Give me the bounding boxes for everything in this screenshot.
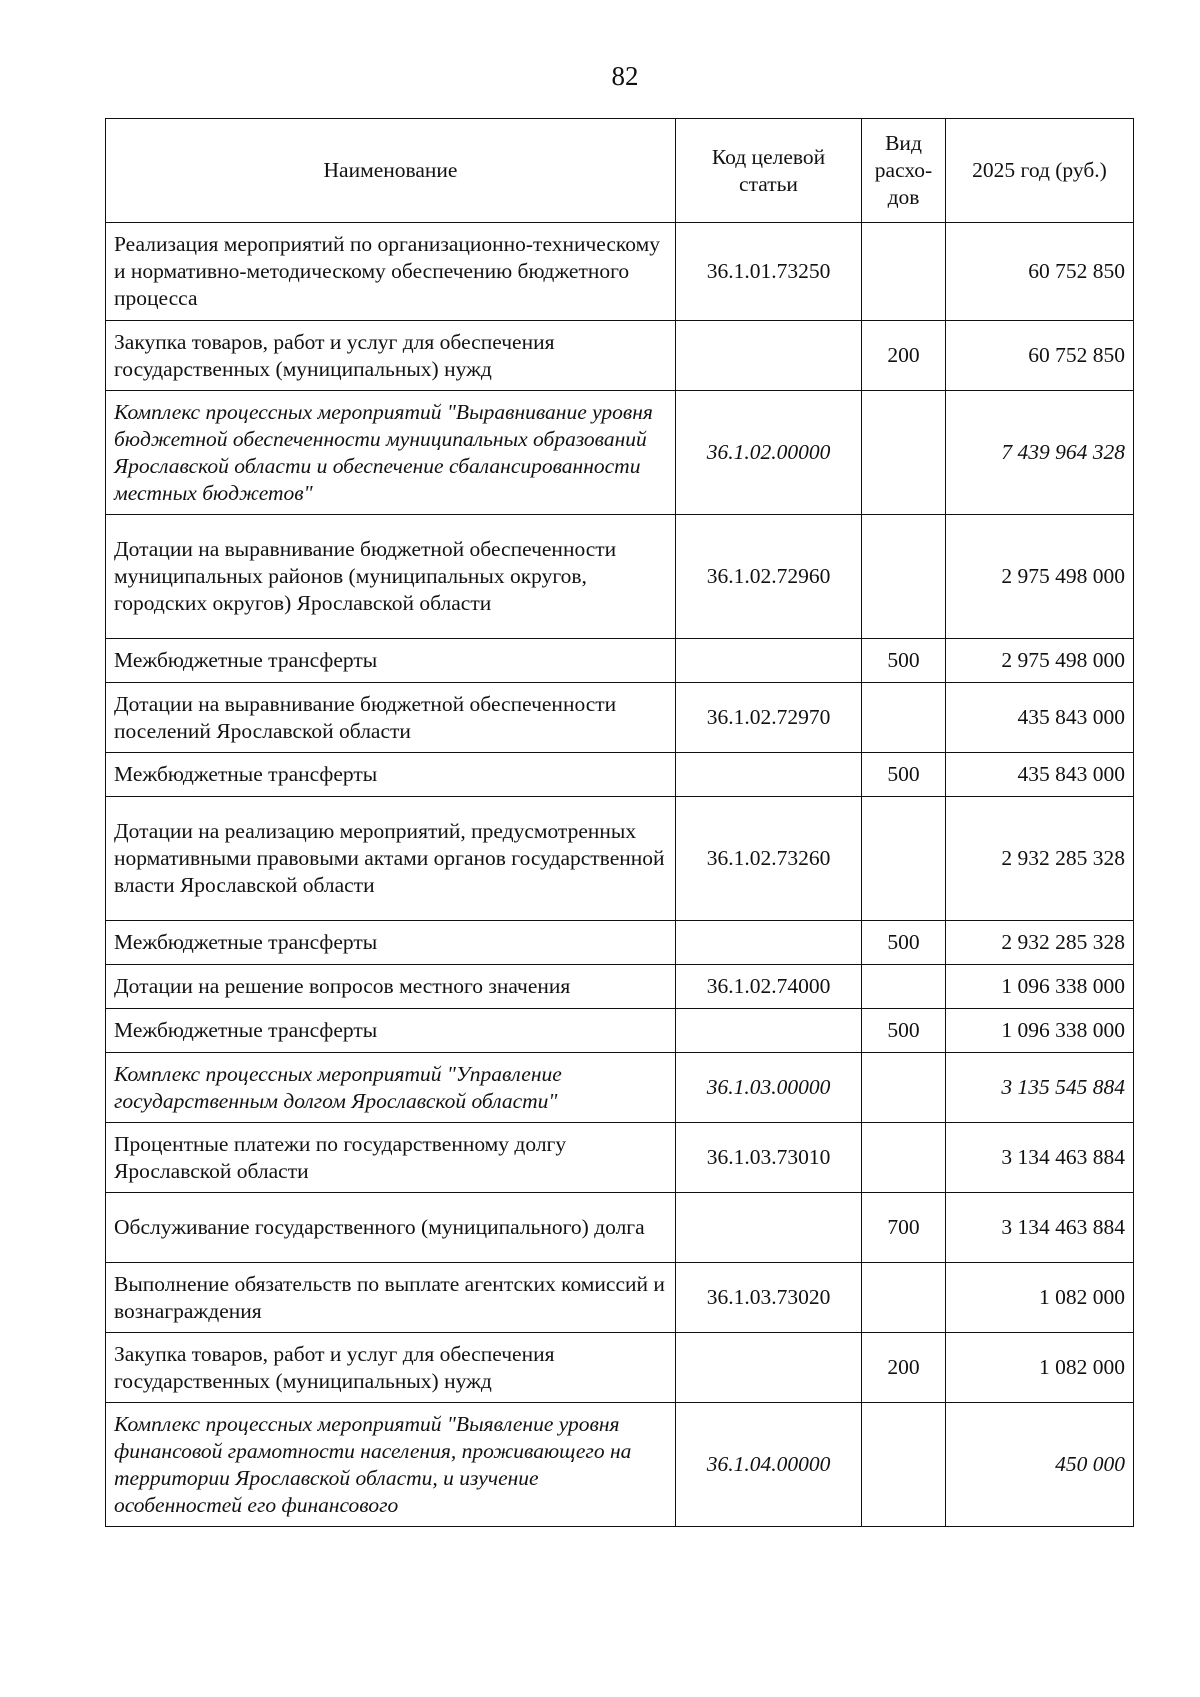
row-amount: 1 096 338 000 [946, 1009, 1134, 1053]
row-type [862, 1053, 946, 1123]
header-amount: 2025 год (руб.) [946, 119, 1134, 223]
row-name: Процентные платежи по государственному долгу Ярославской области [106, 1123, 676, 1193]
row-code: 36.1.03.73010 [676, 1123, 862, 1193]
row-name: Дотации на решение вопросов местного значения [106, 965, 676, 1009]
header-type: Вид расхо-дов [862, 119, 946, 223]
header-name: Наименование [106, 119, 676, 223]
row-type: 200 [862, 1333, 946, 1403]
row-amount: 7 439 964 328 [946, 391, 1134, 515]
header-code: Код целевой статьи [676, 119, 862, 223]
row-code [676, 1333, 862, 1403]
row-code: 36.1.01.73250 [676, 223, 862, 321]
row-amount: 1 096 338 000 [946, 965, 1134, 1009]
table-header-row [106, 119, 1134, 223]
row-type: 500 [862, 921, 946, 965]
row-type: 500 [862, 1009, 946, 1053]
row-name: Дотации на реализацию мероприятий, предусмотренных нормативными правовыми актами органов государственной власти Ярославской области [106, 797, 676, 921]
row-code [676, 639, 862, 683]
row-type [862, 683, 946, 753]
row-amount: 1 082 000 [946, 1333, 1134, 1403]
page-number: 82 [611, 61, 639, 91]
row-code: 36.1.02.72960 [676, 515, 862, 639]
table-row [106, 223, 1134, 321]
table-row [106, 1263, 1134, 1333]
table-row [106, 1123, 1134, 1193]
row-name: Обслуживание государственного (муниципального) долга [106, 1193, 676, 1263]
table-row [106, 753, 1134, 797]
table-row [106, 797, 1134, 921]
row-amount: 435 843 000 [946, 753, 1134, 797]
row-type [862, 1403, 946, 1527]
row-name: Выполнение обязательств по выплате агентских комиссий и вознаграждения [106, 1263, 676, 1333]
row-name: Межбюджетные трансферты [106, 921, 676, 965]
row-name: Закупка товаров, работ и услуг для обеспечения государственных (муниципальных) нужд [106, 321, 676, 391]
row-amount: 2 932 285 328 [946, 921, 1134, 965]
row-name: Реализация мероприятий по организационно-техническому и нормативно-методическому обеспечению бюджетного процесса [106, 223, 676, 321]
row-amount: 60 752 850 [946, 321, 1134, 391]
row-type [862, 965, 946, 1009]
row-type [862, 797, 946, 921]
row-code [676, 1009, 862, 1053]
row-amount: 3 134 463 884 [946, 1193, 1134, 1263]
row-type [862, 391, 946, 515]
row-amount: 435 843 000 [946, 683, 1134, 753]
row-code [676, 753, 862, 797]
row-name: Закупка товаров, работ и услуг для обеспечения государственных (муниципальных) нужд [106, 1333, 676, 1403]
row-type [862, 1123, 946, 1193]
row-amount: 2 975 498 000 [946, 639, 1134, 683]
row-name: Комплекс процессных мероприятий "Управление государственным долгом Ярославской области" [106, 1053, 676, 1123]
budget-table [105, 118, 1134, 1527]
table-row [106, 1333, 1134, 1403]
row-name: Межбюджетные трансферты [106, 753, 676, 797]
table-row [106, 683, 1134, 753]
table-row [106, 1053, 1134, 1123]
row-code: 36.1.02.74000 [676, 965, 862, 1009]
row-name: Комплекс процессных мероприятий "Выравнивание уровня бюджетной обеспеченности муниципальных образований Ярославской области и обеспечение сбалансированности местных бюджетов" [106, 391, 676, 515]
table-row [106, 1009, 1134, 1053]
row-type: 700 [862, 1193, 946, 1263]
row-code: 36.1.03.73020 [676, 1263, 862, 1333]
row-amount: 2 932 285 328 [946, 797, 1134, 921]
table-row [106, 1193, 1134, 1263]
row-code: 36.1.03.00000 [676, 1053, 862, 1123]
row-name: Дотации на выравнивание бюджетной обеспеченности муниципальных районов (муниципальных округов, городских округов) Ярославской области [106, 515, 676, 639]
row-code [676, 1193, 862, 1263]
row-code: 36.1.04.00000 [676, 1403, 862, 1527]
table-row [106, 515, 1134, 639]
row-code: 36.1.02.72970 [676, 683, 862, 753]
row-amount: 60 752 850 [946, 223, 1134, 321]
row-type: 500 [862, 753, 946, 797]
table-row [106, 1403, 1134, 1527]
row-type: 500 [862, 639, 946, 683]
row-code: 36.1.02.73260 [676, 797, 862, 921]
row-amount: 3 134 463 884 [946, 1123, 1134, 1193]
row-amount: 3 135 545 884 [946, 1053, 1134, 1123]
row-name: Дотации на выравнивание бюджетной обеспеченности поселений Ярославской области [106, 683, 676, 753]
table-row [106, 321, 1134, 391]
row-type [862, 223, 946, 321]
row-name: Комплекс процессных мероприятий "Выявление уровня финансовой грамотности населения, проживающего на территории Ярославской области, и изучение особенностей его финансового [106, 1403, 676, 1527]
table-row [106, 391, 1134, 515]
row-amount: 1 082 000 [946, 1263, 1134, 1333]
table-row [106, 639, 1134, 683]
row-name: Межбюджетные трансферты [106, 639, 676, 683]
table-body [106, 223, 1134, 1527]
row-type [862, 1263, 946, 1333]
table-row [106, 965, 1134, 1009]
table-row [106, 921, 1134, 965]
row-amount: 450 000 [946, 1403, 1134, 1527]
row-type: 200 [862, 321, 946, 391]
row-code [676, 321, 862, 391]
row-code [676, 921, 862, 965]
row-amount: 2 975 498 000 [946, 515, 1134, 639]
row-name: Межбюджетные трансферты [106, 1009, 676, 1053]
row-code: 36.1.02.00000 [676, 391, 862, 515]
row-type [862, 515, 946, 639]
